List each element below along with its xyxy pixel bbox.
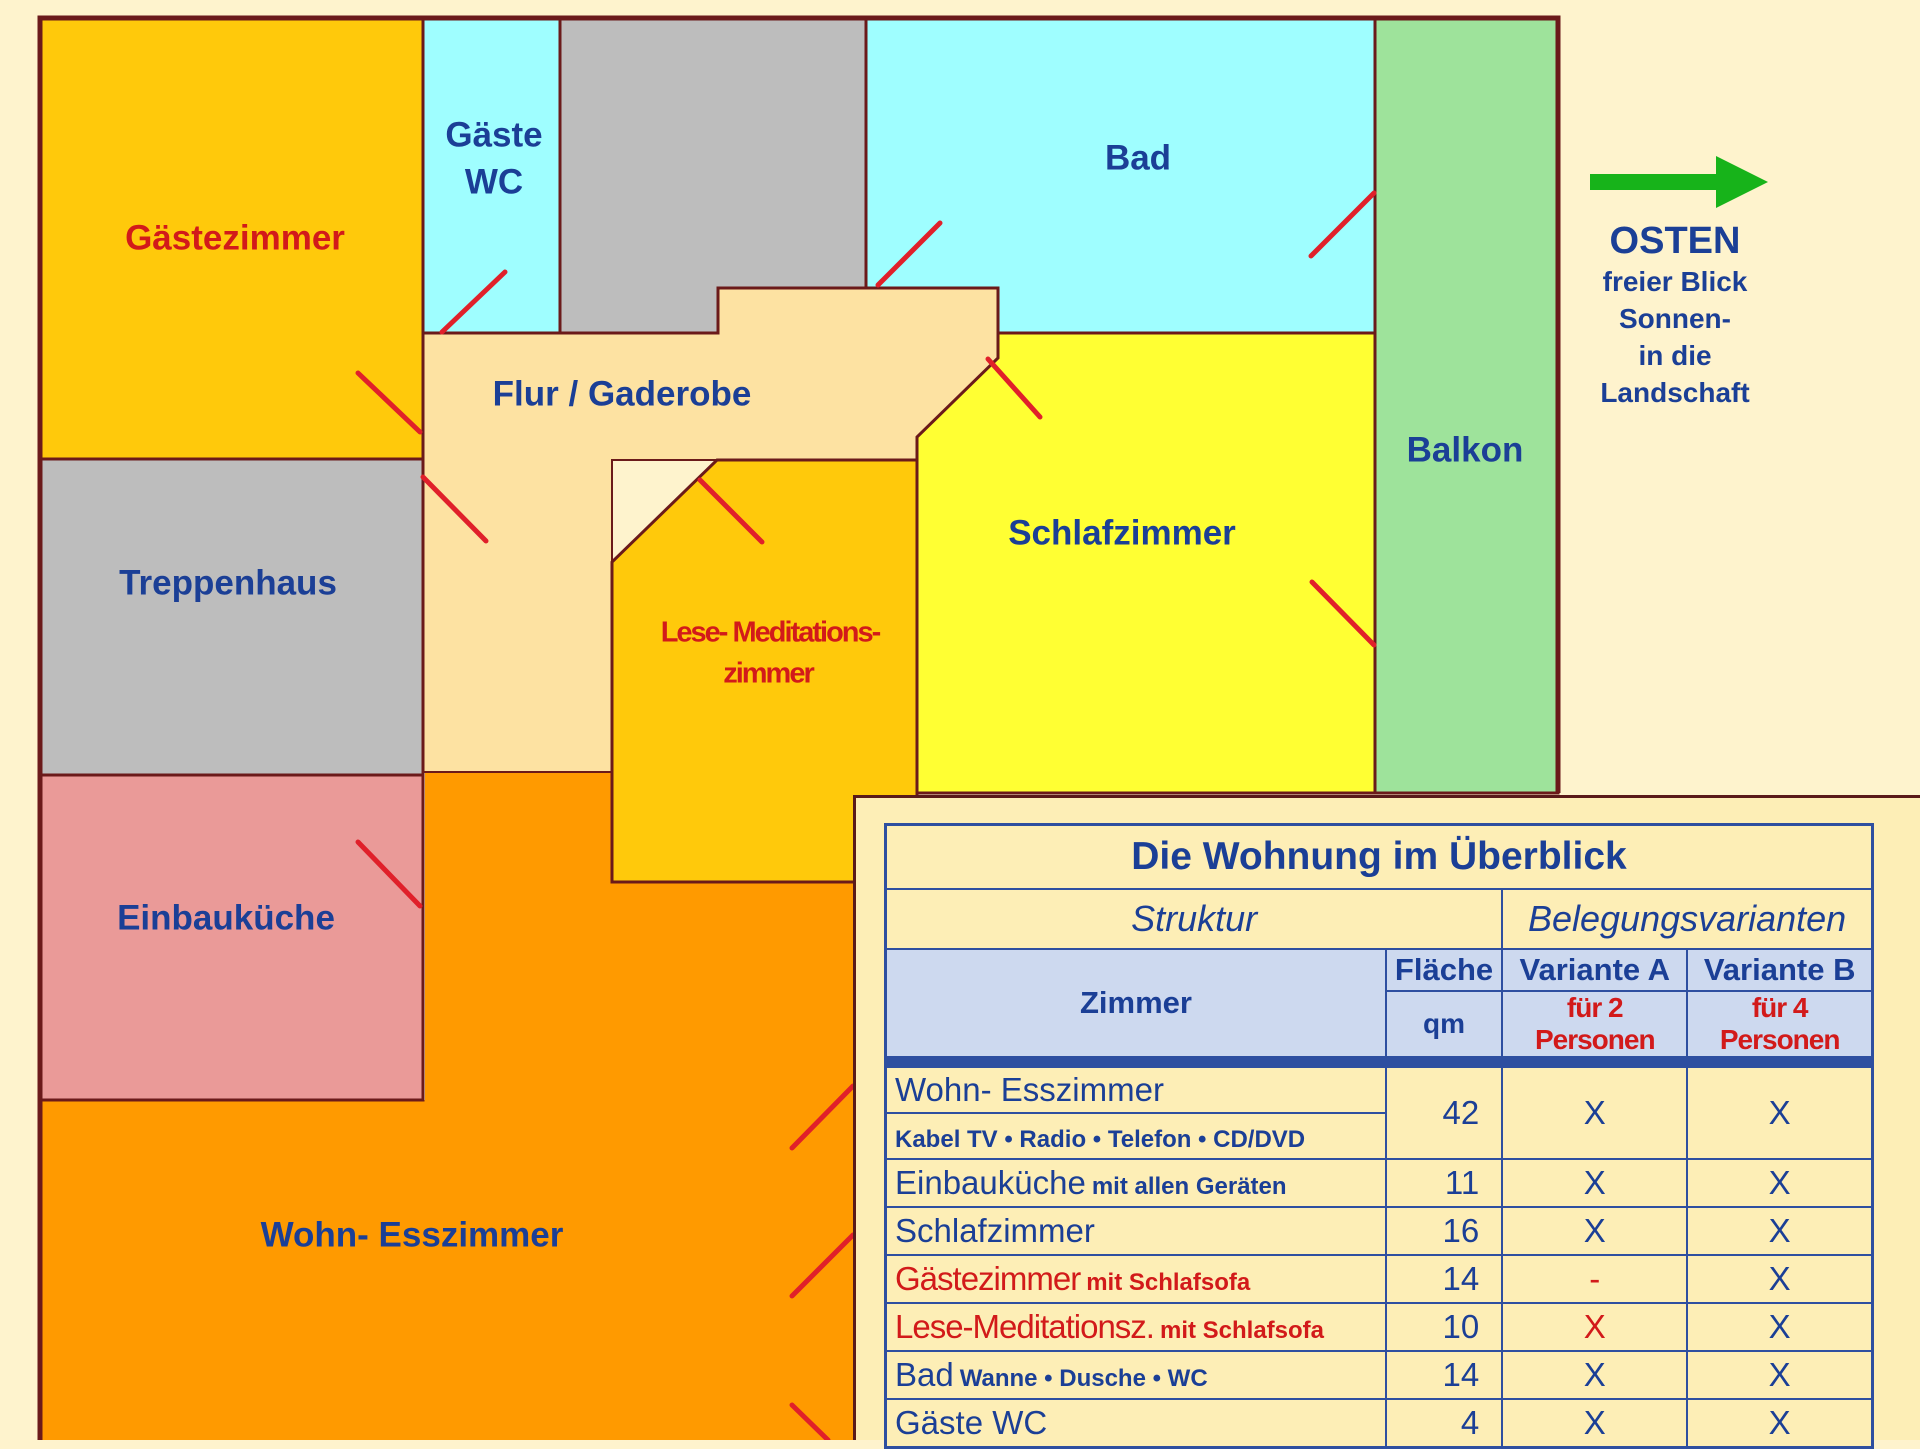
table-row (886, 1207, 1873, 1255)
room-cell: Gäste WC (895, 1404, 1048, 1441)
variant-a-cell: X (1502, 1303, 1687, 1351)
room-cell: Wohn- Esszimmer (895, 1071, 1164, 1108)
label-lese-2: zimmer (723, 657, 813, 690)
label-gaestezimmer: Gästezimmer (125, 218, 345, 258)
variant-b-cell: X (1687, 1303, 1872, 1351)
variant-b-cell: X (1687, 1255, 1872, 1303)
room-note: mit allen Geräten (1091, 1173, 1287, 1200)
variant-a-cell: - (1502, 1255, 1687, 1303)
room-note: mit Schlafsofa (1086, 1269, 1251, 1296)
table-row (886, 1399, 1873, 1448)
area-cell: 42 (1386, 1067, 1502, 1159)
compass-line: Landschaft (1600, 377, 1750, 408)
area-cell: 10 (1386, 1303, 1502, 1351)
header-variante-b: Variante B (1687, 949, 1872, 991)
overview-title: Die Wohnung im Überblick (886, 825, 1873, 890)
label-treppenhaus: Treppenhaus (119, 563, 337, 603)
room-abstellraum (560, 18, 866, 333)
header-variante-a: Variante A (1502, 949, 1687, 991)
label-wohn-esszimmer: Wohn- Esszimmer (260, 1215, 564, 1255)
compass-note (1560, 150, 1790, 411)
header-variante-a-sub: für 2 Personen (1502, 991, 1687, 1057)
table-row (886, 1255, 1873, 1303)
header-separator (886, 1057, 1873, 1067)
area-cell: 14 (1386, 1351, 1502, 1399)
table-row (886, 1067, 1873, 1113)
header-variante-b-sub: für 4 Personen (1687, 991, 1872, 1057)
label-gaeste-wc-1: Gäste (445, 115, 543, 155)
overview-panel (853, 795, 1920, 1440)
variant-b-cell: X (1687, 1067, 1872, 1159)
room-cell: Bad (895, 1356, 954, 1393)
variant-a-cell: X (1502, 1159, 1687, 1207)
compass-line: Sonnen- (1619, 303, 1731, 334)
variant-a-cell: X (1502, 1067, 1687, 1159)
header-qm: qm (1386, 991, 1502, 1057)
area-cell: 4 (1386, 1399, 1502, 1448)
room-cell: Gästezimmer (895, 1260, 1081, 1297)
header-flaeche: Fläche (1386, 949, 1502, 991)
room-cell: Einbauküche (895, 1164, 1086, 1201)
room-note: Wanne • Dusche • WC (959, 1365, 1208, 1392)
section-belegungsvarianten: Belegungsvarianten (1502, 889, 1872, 949)
overview-table (884, 823, 1874, 1449)
label-schlafzimmer: Schlafzimmer (1008, 513, 1236, 553)
room-note: mit Schlafsofa (1159, 1317, 1325, 1344)
room-balkon (1375, 18, 1558, 793)
room-cell: Lese-Meditationsz. (895, 1308, 1154, 1345)
variant-a-cell: X (1502, 1207, 1687, 1255)
label-flur: Flur / Gaderobe (492, 374, 752, 414)
area-cell: 16 (1386, 1207, 1502, 1255)
label-lese-1: Lese- Meditations- (660, 616, 880, 649)
variant-b-cell: X (1687, 1351, 1872, 1399)
variant-b-cell: X (1687, 1207, 1872, 1255)
room-cell: Schlafzimmer (895, 1212, 1095, 1249)
variant-b-cell: X (1687, 1159, 1872, 1207)
area-cell: 14 (1386, 1255, 1502, 1303)
room-note: Kabel TV • Radio • Telefon • CD/DVD (895, 1126, 1306, 1153)
area-cell: 11 (1386, 1159, 1502, 1207)
table-row (886, 1303, 1873, 1351)
variant-b-cell: X (1687, 1399, 1872, 1448)
variant-a-cell: X (1502, 1399, 1687, 1448)
compass-line: freier Blick (1602, 266, 1748, 297)
label-einbaukueche: Einbauküche (117, 898, 335, 938)
table-row (886, 1351, 1873, 1399)
header-zimmer: Zimmer (886, 949, 1386, 1057)
compass-line: in die (1638, 340, 1712, 371)
room-treppenhaus (40, 459, 423, 775)
compass-title: OSTEN (1609, 220, 1741, 262)
room-schlafzimmer (917, 333, 1375, 793)
label-balkon: Balkon (1406, 430, 1524, 470)
label-gaeste-wc-2: WC (464, 162, 524, 202)
section-struktur: Struktur (886, 889, 1503, 949)
variant-a-cell: X (1502, 1351, 1687, 1399)
room-einbaukueche (40, 775, 423, 1100)
label-bad: Bad (1104, 138, 1172, 178)
table-row (886, 1159, 1873, 1207)
